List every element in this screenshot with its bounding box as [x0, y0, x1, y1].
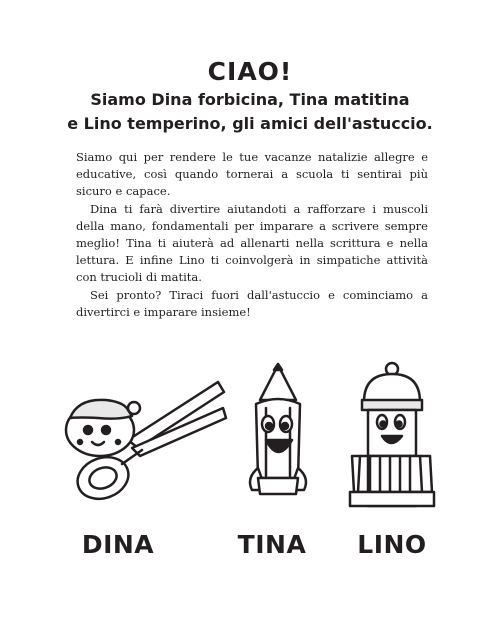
page-title: CIAO!: [207, 57, 293, 86]
subtitle-line-1: Siamo Dina forbicina, Tina matitina: [90, 90, 410, 109]
character-name-dina: DINA: [81, 530, 155, 559]
paragraph-3: Sei pronto? Tiraci fuori dall'astuccio e cominciamo a divertirci e imparare insieme!: [76, 287, 428, 319]
subtitle-line-2: e Lino temperino, gli amici dell'astuccio.: [67, 114, 433, 133]
page-subtitle: [0, 88, 500, 136]
sharpener-character-icon: [344, 360, 439, 510]
scissors-character-icon: [58, 370, 233, 520]
pencil-character-icon: [238, 360, 318, 505]
character-name-lino: LINO: [357, 530, 427, 559]
paragraph-2: Dina ti farà divertire aiutandoti a rafforzare i muscoli della mano, fondamentali per imparare a scrivere sempre meglio! Tina ti aiuterà ad allenarti nella scrittura e nella lettura. E infine Lino ti coinvolgerà in simpatiche attività con trucioli di matita.: [76, 201, 428, 285]
character-name-tina: TINA: [237, 530, 307, 559]
paragraph-1: Siamo qui per rendere le tue vacanze natalizie allegre e educative, così quando tornerai a scuola ti sentirai più sicuro e capace.: [76, 150, 428, 199]
intro-text: [76, 149, 428, 321]
